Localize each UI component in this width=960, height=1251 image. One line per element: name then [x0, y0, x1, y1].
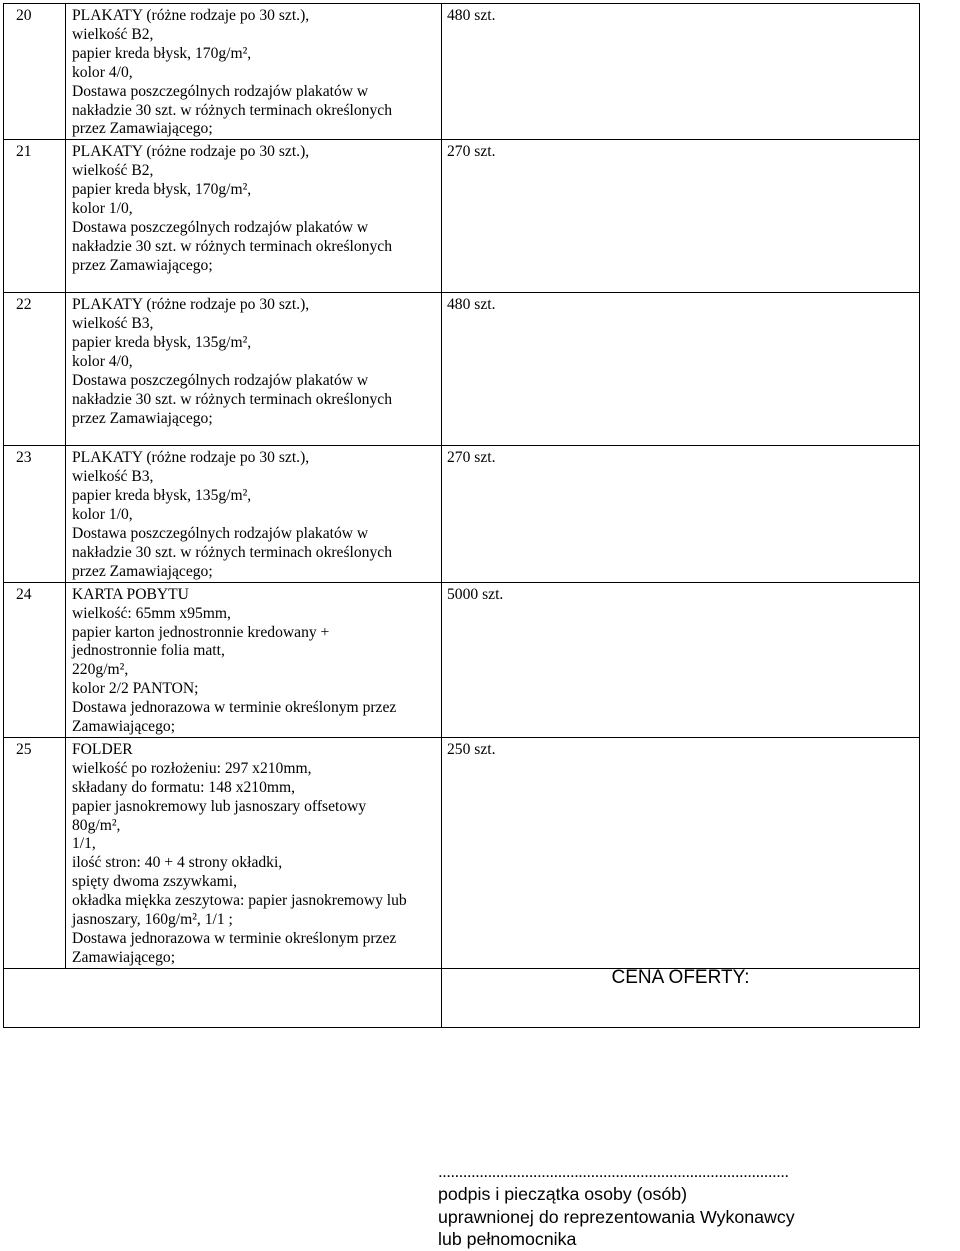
table-row [4, 140, 920, 293]
item-title: FOLDER [72, 740, 133, 758]
item-number: 21 [4, 140, 66, 293]
item-title: PLAKATY (różne rodzaje po 30 szt.), [72, 449, 310, 467]
item-title: PLAKATY (różne rodzaje po 30 szt.), [72, 7, 310, 24]
item-description-line: jednostronnie folia matt, [72, 642, 225, 660]
total-price-row [4, 968, 920, 1027]
item-description [66, 737, 442, 968]
item-quantity: 480 szt. [442, 293, 920, 446]
item-number: 23 [4, 446, 66, 582]
total-price-label: CENA OFERTY: [442, 968, 920, 1027]
item-description [66, 582, 442, 737]
item-title: PLAKATY (różne rodzaje po 30 szt.), [72, 296, 310, 314]
item-description-line: okładka miękka zeszytowa: papier jasnokremowy lub [72, 892, 407, 910]
item-number: 20 [4, 4, 66, 140]
items-table [3, 3, 920, 1028]
item-description-line: jasnoszary, 160g/m², 1/1 ; [72, 911, 233, 929]
item-description-line: papier kreda błysk, 135g/m², [72, 334, 252, 352]
item-description-line: Zamawiającego; [72, 948, 176, 966]
item-description-line: kolor 1/0, [72, 200, 133, 218]
item-title: PLAKATY (różne rodzaje po 30 szt.), [72, 143, 310, 161]
item-description-line: kolor 4/0, [72, 63, 133, 81]
table-row [4, 582, 920, 737]
item-description-line: wielkość B3, [72, 315, 154, 333]
item-description-line: składany do formatu: 148 x210mm, [72, 778, 296, 796]
item-description-line: wielkość B2, [72, 25, 154, 43]
signature-line-3: lub pełnomocnika [438, 1229, 577, 1249]
item-description-line: Zamawiającego; [72, 718, 176, 736]
item-description-line: papier kreda błysk, 170g/m², [72, 181, 252, 199]
items-table-body [4, 4, 920, 969]
item-description [66, 140, 442, 293]
item-description-line: 80g/m², [72, 816, 121, 834]
item-description-line: Dostawa poszczególnych rodzajów plakatów w [72, 524, 369, 542]
item-quantity: 480 szt. [442, 4, 920, 140]
item-description [66, 293, 442, 446]
item-description-line: nakładzie 30 szt. w różnych terminach określonych [72, 543, 392, 561]
signature-dotted-line: ..................................................................................... [438, 1162, 789, 1181]
item-quantity: 270 szt. [442, 140, 920, 293]
table-row [4, 446, 920, 582]
item-description-line: 1/1, [72, 835, 96, 853]
item-description-line: Dostawa jednorazowa w terminie określonym przez [72, 930, 397, 947]
item-description-line: kolor 2/2 PANTON; [72, 680, 199, 698]
item-description-line: papier kreda błysk, 135g/m², [72, 487, 252, 505]
item-description-line: 220g/m², [72, 661, 129, 679]
table-row [4, 737, 920, 968]
item-description-line: kolor 4/0, [72, 353, 133, 371]
table-row [4, 4, 920, 140]
item-description-line: nakładzie 30 szt. w różnych terminach określonych [72, 101, 392, 119]
item-description-line: nakładzie 30 szt. w różnych terminach określonych [72, 390, 392, 408]
item-quantity: 270 szt. [442, 446, 920, 582]
item-description-line: Dostawa poszczególnych rodzajów plakatów w [72, 371, 369, 389]
table-row [4, 293, 920, 446]
item-description-line: wielkość po rozłożeniu: 297 x210mm, [72, 759, 312, 777]
item-description-line: przez Zamawiającego; [72, 120, 213, 138]
item-description-line: papier kreda błysk, 170g/m², [72, 44, 252, 62]
item-quantity: 250 szt. [442, 737, 920, 968]
item-description-line: kolor 1/0, [72, 506, 133, 524]
item-description-line: Dostawa poszczególnych rodzajów plakatów w [72, 82, 369, 100]
item-description-line: przez Zamawiającego; [72, 256, 213, 274]
item-description-line: nakładzie 30 szt. w różnych terminach określonych [72, 237, 392, 255]
signature-line-2: uprawnionej do reprezentowania Wykonawcy [438, 1206, 795, 1227]
item-description-line: przez Zamawiającego; [72, 409, 213, 427]
item-description-line: wielkość: 65mm x95mm, [72, 604, 231, 622]
item-description-line: papier karton jednostronnie kredowany + [72, 623, 330, 641]
item-number: 24 [4, 582, 66, 737]
item-description [66, 4, 442, 140]
item-quantity: 5000 szt. [442, 582, 920, 737]
item-description-line: papier jasnokremowy lub jasnoszary offsetowy [72, 797, 367, 815]
signature-line-1: podpis i pieczątka osoby (osób) [438, 1184, 688, 1204]
total-price-blank-cell [4, 968, 442, 1027]
item-description-line: Dostawa poszczególnych rodzajów plakatów w [72, 218, 369, 236]
item-description-line: spięty dwoma zszywkami, [72, 873, 237, 891]
item-description [66, 446, 442, 582]
item-title: KARTA POBYTU [72, 585, 189, 603]
item-description-line: ilość stron: 40 + 4 strony okładki, [72, 854, 283, 872]
item-description-line: wielkość B2, [72, 162, 154, 180]
item-number: 22 [4, 293, 66, 446]
item-description-line: przez Zamawiającego; [72, 562, 213, 580]
item-description-line: Dostawa jednorazowa w terminie określonym przez [72, 699, 397, 717]
item-number: 25 [4, 737, 66, 968]
signature-block [438, 1183, 795, 1251]
item-description-line: wielkość B3, [72, 468, 154, 486]
